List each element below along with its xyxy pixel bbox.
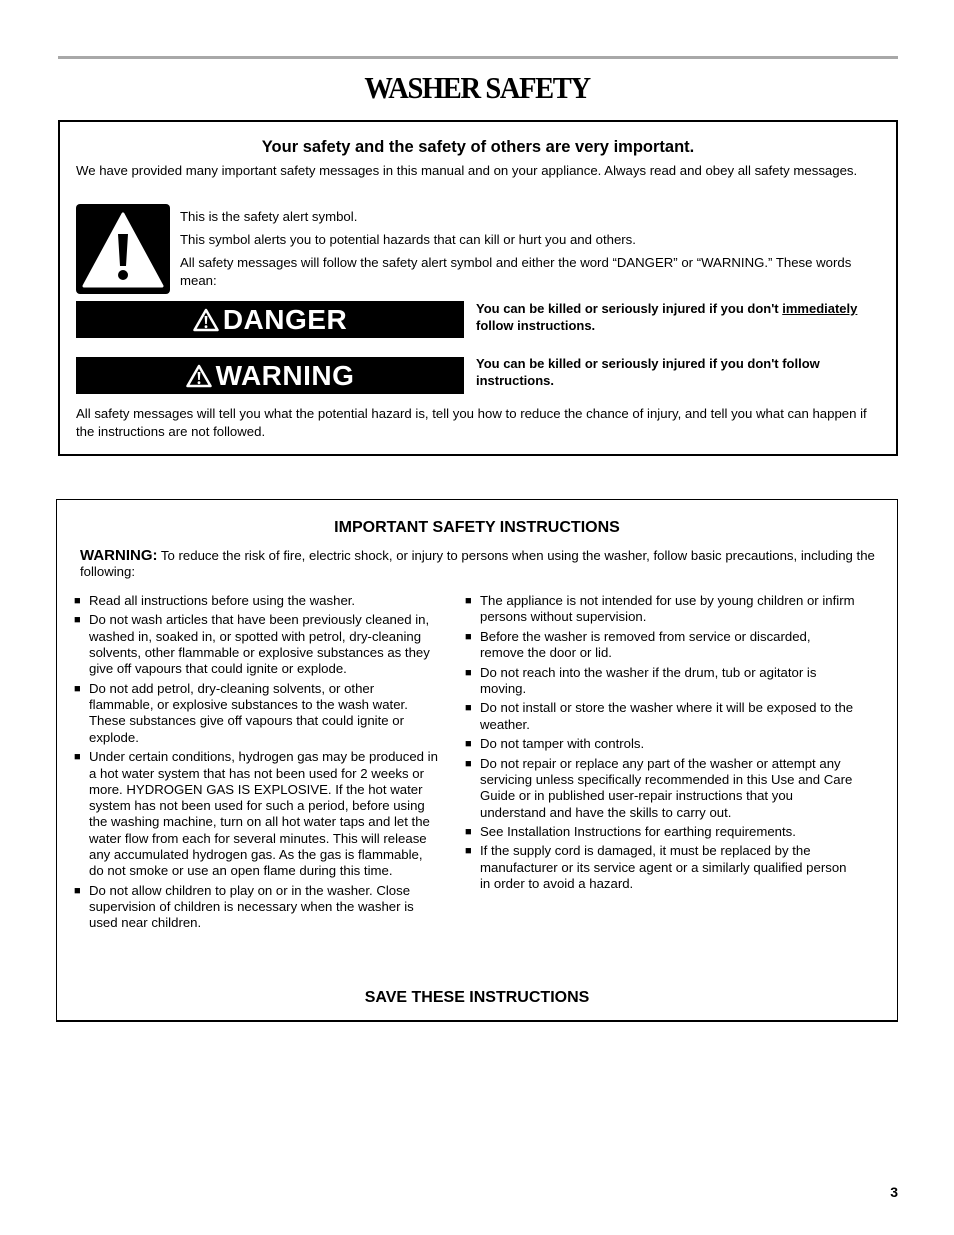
bullet: ■ xyxy=(465,825,472,838)
instructions-right-column xyxy=(465,593,855,896)
safety-message-box xyxy=(58,120,898,456)
list-item-text: Do not repair or replace any part of the washer or attempt any servicing unless specifically recommended in this Use and Care Guide or in published user-repair instructions that you understand and have the skills to carry out. xyxy=(480,755,853,820)
bullet: ■ xyxy=(74,595,81,607)
page-title: WASHER SAFETY xyxy=(364,70,590,105)
alert-symbol-explanation xyxy=(180,208,880,290)
list-item xyxy=(465,629,855,662)
list-item-text: Before the washer is removed from service or discarded, remove the door or lid. xyxy=(480,628,811,661)
list-item-text: If the supply cord is damaged, it must be replaced by the manufacturer or its service agent or a similarly qualified person in order to avoid a hazard. xyxy=(480,843,847,892)
alert-line: This symbol alerts you to potential hazards that can kill or hurt you and others. xyxy=(180,232,636,247)
danger-signal-bar xyxy=(76,301,464,338)
list-item xyxy=(465,843,855,892)
warning-triangle-icon xyxy=(186,364,212,388)
save-instructions-footer: SAVE THESE INSTRUCTIONS xyxy=(364,989,590,1006)
danger-label: DANGER xyxy=(222,303,348,335)
bullet: ■ xyxy=(465,666,472,679)
page-number: 3 xyxy=(890,1184,898,1200)
bullet: ■ xyxy=(465,845,472,858)
instructions-left-column xyxy=(74,593,439,935)
list-item-text: Under certain conditions, hydrogen gas may be produced in a hot water system that has not been used for 2 weeks or more. HYDROGEN GAS IS EXPLOSIVE. If the hot water system has not been used for such a period, before using the washing machine, turn on all hot water taps and let the water flow from each for several minutes. This will release any accumulated hydrogen gas. As the gas is flammable, do not smoke or use an open flame during this time. xyxy=(89,749,438,879)
bullet: ■ xyxy=(74,614,81,627)
list-item-text: Do not allow children to play on or in the washer. Close supervision of children is necessary when the washer is used near children. xyxy=(89,882,414,931)
instructions-heading: IMPORTANT SAFETY INSTRUCTIONS xyxy=(334,519,620,536)
list-item xyxy=(465,665,855,698)
list-item xyxy=(74,883,439,932)
list-item xyxy=(465,824,855,840)
list-item-text: The appliance is not intended for use by young children or infirm persons without supervision. xyxy=(480,593,855,625)
list-item xyxy=(465,736,855,752)
warning-triangle-icon xyxy=(193,308,219,332)
bullet: ■ xyxy=(74,751,81,764)
safety-alert-icon xyxy=(76,204,170,294)
danger-text-part: You can be killed or seriously injured if you don't xyxy=(476,301,783,316)
danger-text-emphasis: immediately xyxy=(782,301,858,316)
list-item xyxy=(465,700,855,733)
list-item-text: Read all instructions before using the washer. xyxy=(89,593,356,608)
list-item-text: Do not add petrol, dry-cleaning solvents, or other flammable, or explosive substances to the wash water. These substances give off vapours that could ignite or explode. xyxy=(89,680,408,745)
list-item xyxy=(465,593,855,626)
list-item xyxy=(74,681,439,746)
warning-signal-bar xyxy=(76,357,464,394)
warning-intro-label: WARNING: xyxy=(80,547,158,564)
list-item-text: Do not reach into the washer if the drum, tub or agitator is moving. xyxy=(480,664,817,696)
bullet: ■ xyxy=(465,757,472,770)
danger-description xyxy=(476,300,892,334)
list-item xyxy=(465,756,855,821)
bullet: ■ xyxy=(465,630,472,643)
warning-intro xyxy=(80,548,880,580)
list-item-text: Do not wash articles that have been previously cleaned in, washed in, soaked in, or spotted with petrol, dry-cleaning solvents, other flammable or explosive substances as they give off vapours that could ignite or explode. xyxy=(89,612,430,677)
danger-text-part: follow instructions. xyxy=(476,318,596,333)
safety-box-heading: Your safety and the safety of others are very important. xyxy=(261,138,695,156)
warning-description: You can be killed or seriously injured if you don't follow instructions. xyxy=(476,356,820,388)
top-rule xyxy=(58,56,898,59)
alert-line: All safety messages will follow the safety alert symbol and either the word “DANGER” or “WARNING.” These words mean: xyxy=(180,255,852,288)
bullet: ■ xyxy=(74,682,81,695)
list-item xyxy=(74,593,439,609)
safety-box-footer: All safety messages will tell you what the potential hazard is, tell you how to reduce the chance of injury, and tell you what can happen if the instructions are not followed. xyxy=(76,406,867,439)
bullet: ■ xyxy=(465,595,472,607)
alert-line: This is the safety alert symbol. xyxy=(180,209,358,224)
warning-label: WARNING xyxy=(215,359,355,391)
bullet: ■ xyxy=(74,884,81,897)
list-item xyxy=(74,612,439,677)
safety-box-intro: We have provided many important safety messages in this manual and on your appliance. Always read and obey all safety messages. xyxy=(76,163,858,178)
list-item-text: Do not install or store the washer where it will be exposed to the weather. xyxy=(480,700,854,732)
list-item-text: Do not tamper with controls. xyxy=(480,736,645,752)
important-safety-instructions-box xyxy=(56,499,898,1022)
bullet: ■ xyxy=(465,738,472,751)
list-item-text: See Installation Instructions for earthing requirements. xyxy=(480,823,796,839)
bullet: ■ xyxy=(465,702,472,715)
warning-intro-text: To reduce the risk of fire, electric shock, or injury to persons when using the washer, follow basic precautions, including the following: xyxy=(80,548,875,579)
list-item xyxy=(74,749,439,879)
